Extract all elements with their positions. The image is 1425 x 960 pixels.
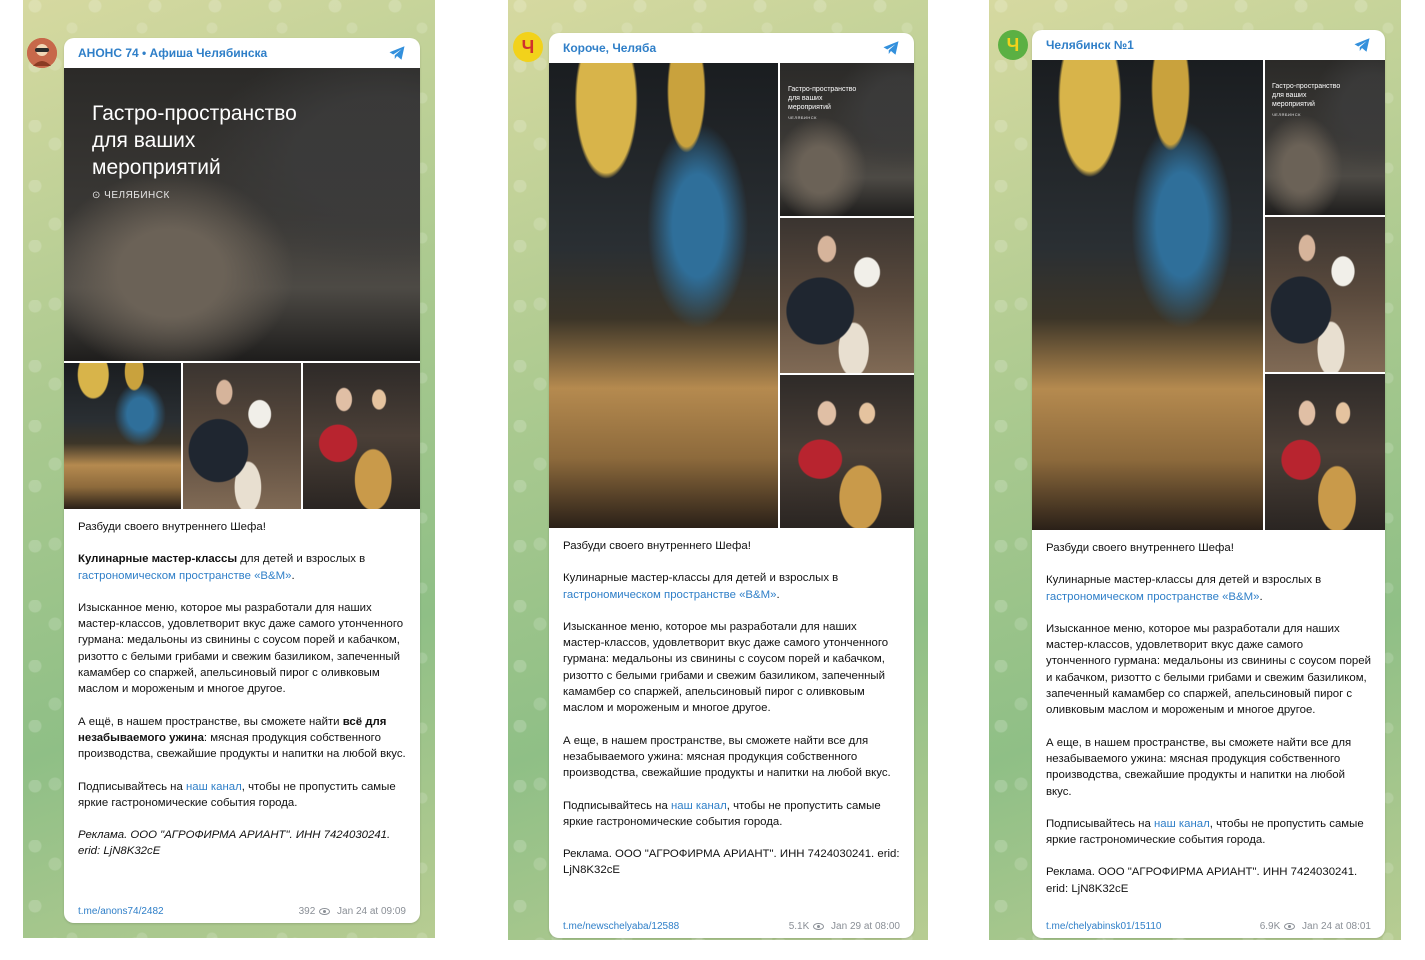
banner-city: ЧЕЛЯБИНСК <box>104 190 170 201</box>
banner-title-line: Гастро-пространство <box>788 86 857 93</box>
kitchen-photo[interactable] <box>549 63 778 528</box>
post-card <box>64 38 420 923</box>
banner-title-line: Гастро-пространство <box>1272 83 1341 90</box>
views-count: 392 <box>298 906 316 917</box>
telegram-plane-icon[interactable] <box>388 44 406 62</box>
promo-banner-image[interactable] <box>64 68 420 361</box>
post-text <box>1032 530 1385 897</box>
post-paragraph: Разбуди своего внутреннего Шефа! <box>563 540 751 552</box>
channel-name[interactable]: Челябинск №1 <box>1046 38 1134 52</box>
post-paragraph: Изысканное меню, которое мы разработали для наших мастер-классов, удовлетворит вкус даже самого утонченного гурмана: медальоны из свинины с соусом порей и кабачком, ризотто с белыми грибами и свежим базиликом, запеченный камамбер со спаржей, апельсиновый пирог с оливковым маслом и мороженым и многое другое. <box>78 601 404 696</box>
family-cooking-photo[interactable] <box>780 375 914 528</box>
card-header <box>549 33 914 63</box>
venue-link[interactable]: гастрономическом пространстве «B&M» <box>563 588 777 601</box>
channel-avatar[interactable] <box>513 32 543 62</box>
post-paragraph: Кулинарные мастер-классы для детей и взрослых в гастрономическом пространстве «B&M». <box>563 572 839 601</box>
kitchen-photo[interactable] <box>64 363 181 509</box>
post-text <box>64 509 420 860</box>
post-paragraph: Разбуди своего внутреннего Шефа! <box>1046 542 1234 554</box>
promo-banner-image[interactable] <box>1265 60 1385 215</box>
channel-name[interactable]: АНОНС 74 • Афиша Челябинска <box>78 46 268 60</box>
post-paragraph: Подписывайтесь на наш канал, чтобы не пропустить самые яркие гастрономические события города. <box>1046 817 1364 847</box>
family-cooking-photo[interactable] <box>1265 374 1385 530</box>
eye-icon <box>1284 923 1295 930</box>
media-grid <box>549 63 914 528</box>
media-grid <box>64 68 420 509</box>
post-date: Jan 29 at 08:00 <box>831 921 900 932</box>
post-source-link[interactable]: t.me/chelyabinsk01/15110 <box>1046 921 1162 932</box>
post-footer <box>78 906 406 917</box>
post-paragraph: Подписывайтесь на наш канал, чтобы не пропустить самые яркие гастрономические события города. <box>78 780 396 809</box>
chef-photo[interactable] <box>183 363 301 509</box>
card-header <box>1032 30 1385 60</box>
chef-photo[interactable] <box>1265 217 1385 372</box>
ad-disclaimer: Реклама. ООО "АГРОФИРМА АРИАНТ". ИНН 7424030241. erid: LjN8K32cE <box>563 848 900 877</box>
post-card <box>549 33 914 938</box>
card-header <box>64 38 420 68</box>
ad-disclaimer: Реклама. ООО "АГРОФИРМА АРИАНТ". ИНН 7424030241. erid: LjN8K32cE <box>1046 866 1358 895</box>
eye-icon <box>319 908 330 915</box>
post-footer <box>563 921 900 932</box>
avatar-letter: Ч <box>521 36 535 57</box>
post-panel-2 <box>508 0 928 940</box>
post-paragraph: Кулинарные мастер-классы для детей и взрослых в гастрономическом пространстве «B&M». <box>78 553 366 582</box>
venue-link[interactable]: гастрономическом пространстве «B&M» <box>1046 590 1260 603</box>
family-cooking-photo[interactable] <box>303 363 420 509</box>
kitchen-photo[interactable] <box>1032 60 1263 530</box>
banner-title-line: для ваших <box>92 129 196 152</box>
post-source-link[interactable]: t.me/anons74/2482 <box>78 906 164 917</box>
banner-city: ЧЕЛЯБИНСК <box>1272 112 1301 117</box>
banner-title-line: для ваших <box>788 95 823 102</box>
views-count: 6.9K <box>1259 921 1281 932</box>
banner-title-line: для ваших <box>1272 92 1307 99</box>
ad-disclaimer: Реклама. ООО "АГРОФИРМА АРИАНТ". ИНН 7424030241. erid: LjN8K32cE <box>78 829 391 858</box>
post-date: Jan 24 at 08:01 <box>1302 921 1371 932</box>
views-count: 5.1K <box>788 921 810 932</box>
channel-avatar[interactable] <box>998 30 1028 60</box>
media-grid <box>1032 60 1385 530</box>
channel-link[interactable]: наш канал <box>1153 817 1210 830</box>
post-paragraph: Подписывайтесь на наш канал, чтобы не пропустить самые яркие гастрономические события города. <box>563 799 881 828</box>
post-paragraph: Разбуди своего внутреннего Шефа! <box>78 521 266 533</box>
telegram-plane-icon[interactable] <box>882 39 900 57</box>
avatar-image-icon <box>27 38 57 68</box>
post-paragraph: Изысканное меню, которое мы разработали для наших мастер-классов, удовлетворит вкус даже самого утонченного гурмана: медальоны из свинины с соусом порей и кабачком, ризотто с белыми грибами и свежим базиликом, запеченный камамбер со спаржей, апельсиновый пирог с оливковым маслом и мороженым и многое другое. <box>1046 622 1371 717</box>
telegram-plane-icon[interactable] <box>1353 36 1371 54</box>
post-source-link[interactable]: t.me/newschelyaba/12588 <box>563 921 680 932</box>
channel-link[interactable]: наш канал <box>670 799 727 812</box>
avatar-letter: Ч <box>1006 34 1020 55</box>
post-panel-1 <box>23 0 435 938</box>
post-footer <box>1046 921 1371 932</box>
location-pin-icon: ⊙ <box>92 190 105 201</box>
channel-link[interactable]: наш канал <box>185 780 242 793</box>
channel-avatar[interactable] <box>27 38 57 68</box>
channel-name[interactable]: Короче, Челяба <box>563 41 657 55</box>
post-date: Jan 24 at 09:09 <box>337 906 406 917</box>
post-paragraph: Кулинарные мастер-классы для детей и взрослых в гастрономическом пространстве «B&M». <box>1046 574 1322 603</box>
post-card <box>1032 30 1385 938</box>
post-text <box>549 528 914 879</box>
banner-city: ЧЕЛЯБИНСК <box>788 115 817 120</box>
post-paragraph: А еще, в нашем пространстве, вы сможете найти все для незабываемого ужина: мясная продукция собственного производства, свежайшие продукты и напитки на любой вкус. <box>1046 736 1352 798</box>
post-paragraph: Изысканное меню, которое мы разработали для наших мастер-классов, удовлетворит вкус даже самого утонченного гурмана: медальоны из свинины с соусом порей и кабачком, ризотто с белыми грибами и свежим базиликом, запеченный камамбер со спаржей, апельсиновый пирог с оливковым маслом и мороженым и многое другое. <box>563 620 889 715</box>
banner-title-line: мероприятий <box>92 156 221 179</box>
chef-photo[interactable] <box>780 218 914 373</box>
eye-icon <box>813 923 824 930</box>
venue-link[interactable]: гастрономическом пространстве «B&M» <box>78 569 292 582</box>
banner-title-line: мероприятий <box>788 104 831 111</box>
banner-title-line: Гастро-пространство <box>92 102 297 125</box>
post-panel-3 <box>989 0 1401 940</box>
post-paragraph: А еще, в нашем пространстве, вы сможете найти все для незабываемого ужина: мясная продукция собственного производства, свежайшие продукты и напитки на любой вкус. <box>563 734 891 780</box>
promo-banner-image[interactable] <box>780 63 914 216</box>
banner-title-line: мероприятий <box>1272 101 1315 108</box>
post-paragraph: А ещё, в нашем пространстве, вы сможете найти всё для незабываемого ужина: мясная продукция собственного производства, свежайшие продукты и напитки на любой вкус. <box>78 715 406 761</box>
